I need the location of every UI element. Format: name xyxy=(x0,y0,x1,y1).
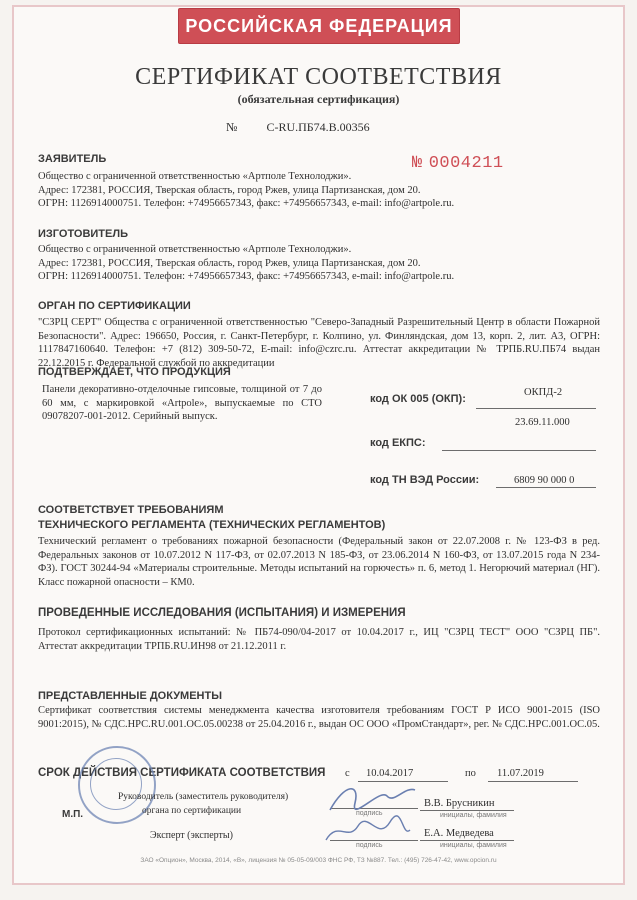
tnved-value: 6809 90 000 0 xyxy=(514,475,575,486)
manufacturer-details xyxy=(38,243,598,284)
okp-code: 23.69.11.000 xyxy=(515,417,570,428)
compliance-subheading: ТЕХНИЧЕСКОГО РЕГЛАМЕНТА (ТЕХНИЧЕСКИХ РЕГЛАМЕНТОВ) xyxy=(38,519,386,531)
head-name-hint: инициалы, фамилия xyxy=(440,812,507,819)
ekps-underline xyxy=(442,450,596,451)
expert-signature xyxy=(320,812,415,852)
serial-label: № xyxy=(412,154,423,173)
manufacturer-line: Адрес: 172381, РОССИЯ, Тверская область, город Ржев, улица Партизанская, дом 20. xyxy=(38,257,421,269)
validity-from: 10.04.2017 xyxy=(366,768,414,779)
certificate-number-label: № xyxy=(226,120,238,134)
serial-value: 0004211 xyxy=(428,154,504,173)
expert-name-line xyxy=(420,840,514,841)
product-heading: ПОДТВЕРЖДАЕТ, ЧТО ПРОДУКЦИЯ xyxy=(38,366,231,378)
head-label: Руководитель (заместитель руководителя) xyxy=(118,792,289,802)
documents-text: Сертификат соответствия системы менеджмента качества изготовителя требованиям ГОСТ Р ИСО 9001-2015 (ISO 9001:2015), № СДС.НРС.RU.001.ОС.05.00238 от 25.04.2016 г., выдан ОС ООО «ПромСтандарт», рег. № СДС.НРС.001.ОС.05. xyxy=(38,705,600,730)
manufacturer-line: Общество с ограниченной ответственностью «Артполе Технолоджи». xyxy=(38,244,352,255)
validity-heading: СРОК ДЕЙСТВИЯ СЕРТИФИКАТА СООТВЕТСТВИЯ xyxy=(38,767,326,779)
documents-heading: ПРЕДСТАВЛЕННЫЕ ДОКУМЕНТЫ xyxy=(38,690,222,702)
head-label-2: органа по сертификации xyxy=(142,806,242,816)
tnved-label: код ТН ВЭД России: xyxy=(370,474,480,486)
manufacturer-line: ОГРН: 1126914000751. Телефон: +74956657343, факс: +74956657343, e-mail: info@artpole.ru. xyxy=(38,271,455,282)
certificate-number xyxy=(226,120,370,135)
mp-label: М.П. xyxy=(62,809,84,820)
tests-heading: ПРОВЕДЕННЫЕ ИССЛЕДОВАНИЯ (ИСПЫТАНИЯ) И ИЗМЕРЕНИЯ xyxy=(38,607,406,619)
banner-text: РОССИЙСКАЯ ФЕДЕРАЦИЯ xyxy=(185,16,453,36)
compliance-heading: СООТВЕТСТВУЕТ ТРЕБОВАНИЯМ xyxy=(38,504,224,516)
compliance-text: Технический регламент о требованиях пожарной безопасности (Федеральный закон от 22.07.2008 г. № 123-ФЗ в ред. Федеральных законов от 10.07.2012 N 117-ФЗ, от 02.07.2013 N 185-ФЗ, от 23.06.2014 N 160-ФЗ, от 13.07.2015 года N 234-ФЗ). ГОСТ 30244-94 «Материалы строительные. Методы испытаний на горючесть» п. 6, метод 1. Негорючий материал (НГ). Класс пожарной опасности – КМ0. xyxy=(38,536,600,588)
head-name: В.В. Брусникин xyxy=(424,798,495,809)
applicant-line: ОГРН: 1126914000751. Телефон: +74956657343, факс: +74956657343, e-mail: info@artpole.ru. xyxy=(38,198,455,209)
validity-to-label: по xyxy=(465,768,476,779)
expert-name: Е.А. Медведева xyxy=(424,828,494,839)
certificate-title: СЕРТИФИКАТ СООТВЕТСТВИЯ xyxy=(135,64,502,90)
expert-sign-hint: подпись xyxy=(356,842,383,849)
product-text: Панели декоративно-отделочные гипсовые, толщиной от 7 до 60 мм, с маркировкой «Artpole», выпускаемые по СТО 09078207-001-2012. Серийный выпуск. xyxy=(42,384,322,422)
applicant-heading: ЗАЯВИТЕЛЬ xyxy=(38,153,107,165)
certificate-number-value: C-RU.ПБ74.В.00356 xyxy=(266,120,370,134)
manufacturer-heading: ИЗГОТОВИТЕЛЬ xyxy=(38,228,128,240)
validity-to: 11.07.2019 xyxy=(497,768,544,779)
expert-label: Эксперт (эксперты) xyxy=(150,830,233,841)
okp-code-label: ОКПД-2 xyxy=(524,387,563,398)
applicant-line: Адрес: 172381, РОССИЯ, Тверская область, город Ржев, улица Партизанская, дом 20. xyxy=(38,184,421,196)
head-name-line xyxy=(420,810,514,811)
okp-label: код ОК 005 (ОКП): xyxy=(370,393,466,405)
printer-footer: ЗАО «Опцион», Москва, 2014, «В», лицензия № 05-05-09/003 ФНС РФ, ТЗ №887. Тел.: (495) 726-47-42, www.opcion.ru xyxy=(140,857,497,864)
tnved-underline xyxy=(496,487,596,488)
expert-name-hint: инициалы, фамилия xyxy=(440,842,507,849)
tests-text: Протокол сертификационных испытаний: № ПБ74-090/04-2017 от 10.04.2017 г., ИЦ "СЗРЦ ТЕСТ" ООО "СЗРЦ ПБ". Аттестат аккредитации ТРПБ.RU.ИН98 от 21.12.2011 г. xyxy=(38,627,600,652)
applicant-line: Общество с ограниченной ответственностью «Артполе Технолоджи». xyxy=(38,171,352,182)
okp-underline xyxy=(476,408,596,409)
validity-from-label: с xyxy=(345,768,350,779)
validity-to-underline xyxy=(488,781,578,782)
header-banner xyxy=(178,8,460,44)
ekps-label: код ЕКПС: xyxy=(370,437,426,449)
applicant-details xyxy=(38,170,598,211)
cert-body-text: "СЗРЦ СЕРТ" Общества с ограниченной ответственностью "Северо-Западный Разрешительный Центр в области Пожарной Безопасности". Адрес: 196650, Россия, г. Санкт-Петербург, г. Колпино, ул. Финляндская, дом 13, корп. 2, лит. А3, ОГРН: 1117847160640. Телефон: +7 (812) 309-50-72, E-mail: info@czrc.ru. Аттестат аккредитации № ТРПБ.RU.ПБ74 выдан 22.12.2015 г. Федеральной службой по аккредитации xyxy=(38,317,600,369)
certificate-subtitle: (обязательная сертификация) xyxy=(237,92,400,106)
head-sign-hint: подпись xyxy=(356,810,383,817)
cert-body-heading: ОРГАН ПО СЕРТИФИКАЦИИ xyxy=(38,300,191,312)
